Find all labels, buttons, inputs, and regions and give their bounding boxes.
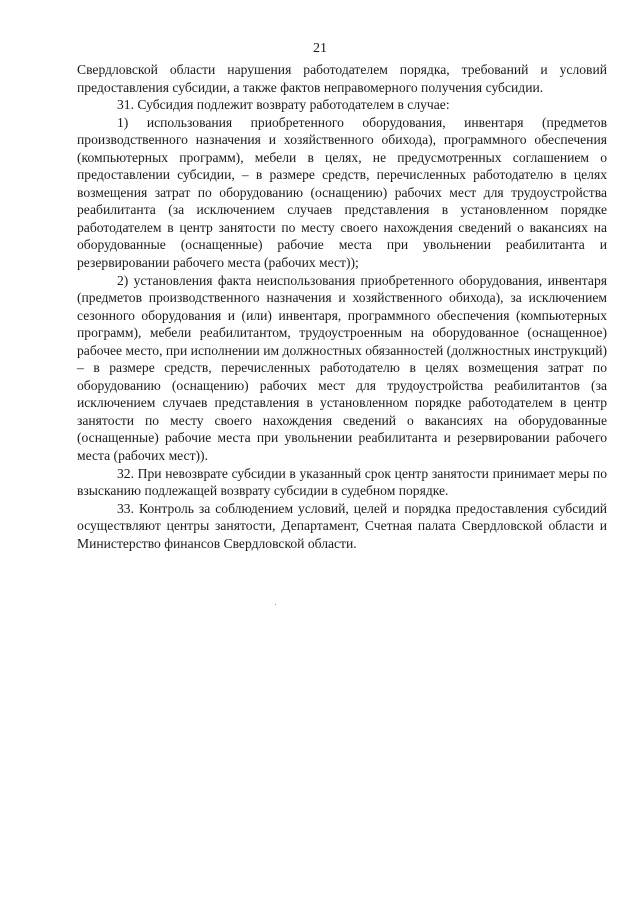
paragraph-33: 33. Контроль за соблюдением условий, целей и порядка предоставления субсидий осуществляют центры занятости, Департамент, Счетная палата Свердловской области и Министерство финансов Свердловской области. [77, 500, 607, 551]
paragraph-31: 31. Субсидия подлежит возврату работодателем в случае: [117, 97, 450, 113]
scan-speck [275, 604, 276, 605]
paragraph-32: 32. При невозврате субсидии в указанный срок центр занятости принимает меры по взысканию подлежащей возврату субсидии в судебном порядке. [77, 465, 607, 499]
paragraph-31-item-1: 1) использования приобретенного оборудования, инвентаря (предметов производственного назначения и хозяйственного обихода), программного обеспечения (компьютерных программ), мебели в целях, не предусмотренных соглашением о предоставлении субсидии, – в размере средств, перечисленных работодателю в целях возмещения затрат по оборудованию (оснащению) рабочих мест для трудоустройства реабилитанта (за исключением случаев представления в установленном порядке работодателем в центр занятости по месту своего нахождения сведений о вакансиях на оборудованные (оснащенные) рабочие места при увольнении реабилитанта и резервировании рабочего места (рабочих мест)); [77, 114, 607, 271]
document-body [77, 61, 607, 552]
page-number: 21 [313, 41, 327, 56]
paragraph-31-item-2: 2) установления факта неиспользования приобретенного оборудования, инвентаря (предметов производственного назначения и хозяйственного обихода), за исключением сезонного оборудования и (или) инвентаря, программного обеспечения (компьютерных программ), мебели реабилитантом, трудоустроенным на оборудованное (оснащенное) рабочее место, при исполнении им должностных обязанностей (должностных инструкций) – в размере средств, перечисленных работодателю в целях возмещения затрат по оборудованию (оснащению) рабочих мест для трудоустройства реабилитантов (за исключением случаев представления в установленном порядке работодателем в центр занятости по месту своего нахождения сведений о вакансиях на оборудованные (оснащенные) рабочие места при увольнении реабилитанта и резервировании рабочего места (рабочих мест)). [77, 272, 607, 464]
paragraph-continuation: Свердловской области нарушения работодателем порядка, требований и условий предоставления субсидии, а также фактов неправомерного получения субсидии. [77, 62, 607, 95]
